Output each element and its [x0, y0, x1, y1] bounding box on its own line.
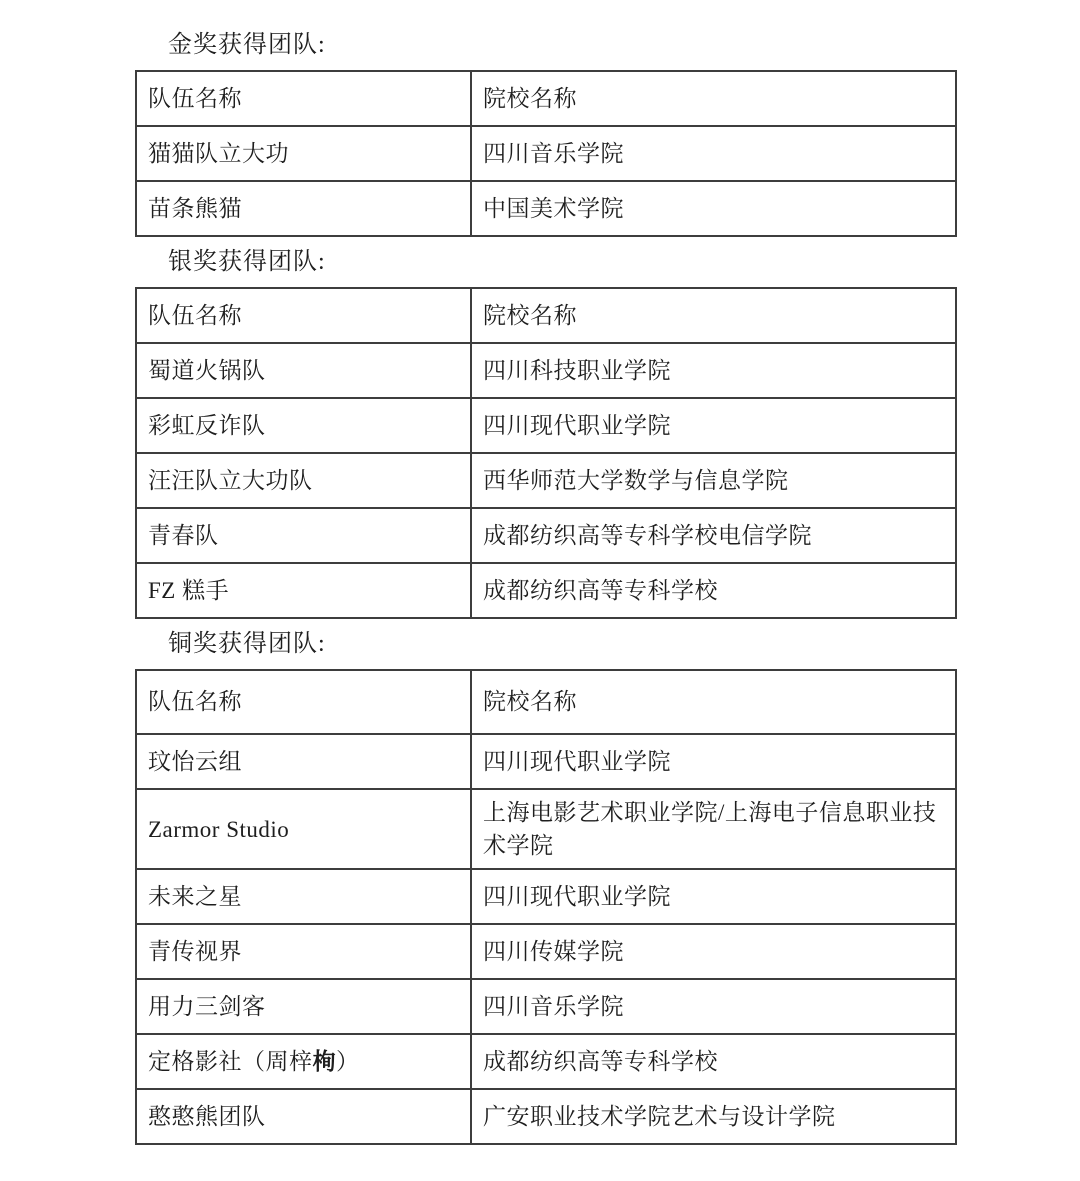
- table-header-row: [136, 71, 956, 126]
- institution-cell: 中国美术学院: [471, 181, 956, 236]
- table-header-row: [136, 288, 956, 343]
- team-cell: 玟怡云组: [136, 734, 471, 789]
- institution-cell: 广安职业技术学院艺术与设计学院: [471, 1089, 956, 1144]
- award-section-bronze: [135, 631, 955, 1145]
- table-row: [136, 453, 956, 508]
- table-header-row: [136, 670, 956, 734]
- table-row: [136, 1034, 956, 1089]
- institution-cell: 西华师范大学数学与信息学院: [471, 453, 956, 508]
- institution-cell: 成都纺织高等专科学校: [471, 563, 956, 618]
- team-cell: [136, 1034, 471, 1089]
- institution-column-header: 院校名称: [471, 670, 956, 734]
- institution-cell: 四川现代职业学院: [471, 869, 956, 924]
- table-row: [136, 1089, 956, 1144]
- team-cell: 青传视界: [136, 924, 471, 979]
- table-row: [136, 979, 956, 1034]
- team-cell: 猫猫队立大功: [136, 126, 471, 181]
- team-column-header: 队伍名称: [136, 288, 471, 343]
- team-column-header: 队伍名称: [136, 71, 471, 126]
- table-row: [136, 181, 956, 236]
- team-cell: 苗条熊猫: [136, 181, 471, 236]
- institution-cell: 上海电影艺术职业学院/上海电子信息职业技术学院: [471, 789, 956, 869]
- team-cell: 蜀道火锅队: [136, 343, 471, 398]
- team-cell: FZ 糕手: [136, 563, 471, 618]
- award-sections: [135, 32, 955, 1145]
- team-name-fallback-glyph: 栒: [312, 1048, 336, 1074]
- institution-column-header: 院校名称: [471, 71, 956, 126]
- table-row: [136, 126, 956, 181]
- award-table-gold: [135, 70, 957, 237]
- institution-cell: 成都纺织高等专科学校: [471, 1034, 956, 1089]
- institution-cell: 四川科技职业学院: [471, 343, 956, 398]
- table-row: [136, 398, 956, 453]
- award-table-bronze: [135, 669, 957, 1145]
- institution-cell: 四川音乐学院: [471, 979, 956, 1034]
- institution-column-header: 院校名称: [471, 288, 956, 343]
- team-cell: Zarmor Studio: [136, 789, 471, 869]
- team-cell: 用力三剑客: [136, 979, 471, 1034]
- award-section-gold: [135, 32, 955, 237]
- team-cell: 青春队: [136, 508, 471, 563]
- section-heading: 金奖获得团队:: [168, 32, 326, 58]
- table-row: [136, 924, 956, 979]
- team-cell: 汪汪队立大功队: [136, 453, 471, 508]
- table-row: [136, 343, 956, 398]
- table-row: [136, 869, 956, 924]
- team-cell: 未来之星: [136, 869, 471, 924]
- section-heading: 铜奖获得团队:: [168, 631, 326, 657]
- table-row: [136, 563, 956, 618]
- table-row: [136, 508, 956, 563]
- section-heading: 银奖获得团队:: [168, 249, 326, 275]
- institution-cell: 四川现代职业学院: [471, 398, 956, 453]
- table-row: [136, 734, 956, 789]
- team-cell: 憨憨熊团队: [136, 1089, 471, 1144]
- institution-cell: 四川现代职业学院: [471, 734, 956, 789]
- team-cell: 彩虹反诈队: [136, 398, 471, 453]
- team-column-header: 队伍名称: [136, 670, 471, 734]
- institution-cell: 四川传媒学院: [471, 924, 956, 979]
- institution-cell: 四川音乐学院: [471, 126, 956, 181]
- team-name-part: 定格影社（周梓: [148, 1049, 313, 1074]
- team-name-part: ）: [336, 1049, 360, 1074]
- table-row: [136, 789, 956, 869]
- institution-cell: 成都纺织高等专科学校电信学院: [471, 508, 956, 563]
- award-section-silver: [135, 249, 955, 619]
- award-table-silver: [135, 287, 957, 619]
